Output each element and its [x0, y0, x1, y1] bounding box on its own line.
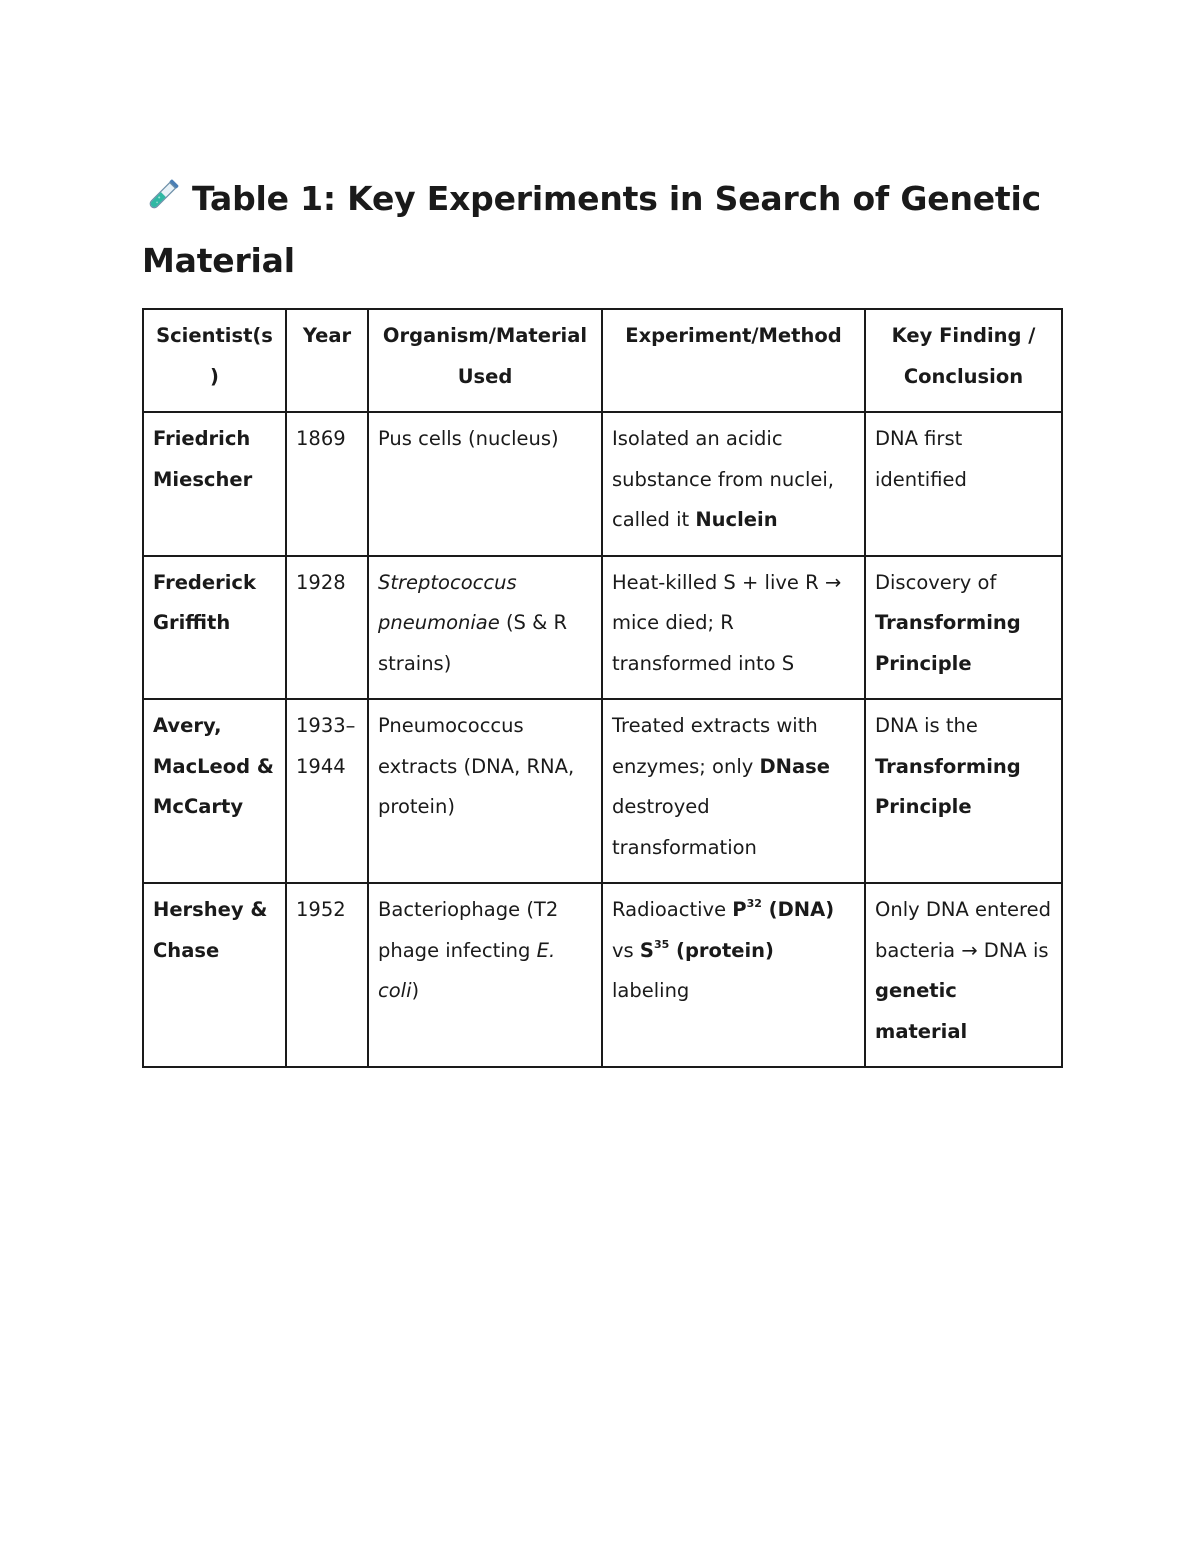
header-scientist: Scientist(s) — [143, 309, 286, 412]
method-text-end: destroyed transformation — [612, 795, 757, 859]
header-year: Year — [286, 309, 368, 412]
table-header-row — [143, 309, 1062, 412]
cell-year: 1952 — [286, 883, 368, 1067]
organism-text: Bacteriophage (T2 phage infecting — [378, 898, 559, 962]
page-title-text: Table 1: Key Experiments in Search of Genetic Material — [142, 179, 1041, 280]
finding-highlight: genetic material — [875, 979, 968, 1043]
isotope-p-target: (DNA) — [761, 898, 835, 921]
finding-text: DNA is the — [875, 714, 978, 737]
cell-organism — [368, 556, 602, 700]
method-vs: vs — [612, 938, 640, 962]
page-title — [142, 168, 1042, 292]
isotope-s-mass: 35 — [653, 937, 670, 951]
finding-text: Discovery of — [875, 570, 997, 594]
method-highlight: DNase — [759, 754, 830, 778]
method-text: Radioactive — [612, 898, 733, 921]
organism-species: E. coli — [378, 938, 556, 1002]
experiments-table — [142, 308, 1063, 1068]
isotope-p-mass: 32 — [746, 897, 762, 910]
organism-text-end: ) — [411, 979, 420, 1002]
cell-experiment — [602, 883, 865, 1067]
finding-highlight: Transforming Principle — [875, 611, 1021, 675]
cell-scientist: Frederick Griffith — [143, 556, 286, 700]
cell-year: 1933–1944 — [286, 699, 368, 883]
organism-species: Streptococcus pneumoniae — [378, 570, 517, 634]
cell-year: 1928 — [286, 556, 368, 700]
finding-highlight: Transforming Principle — [875, 754, 1021, 818]
header-organism: Organism/Material Used — [368, 309, 602, 412]
isotope-p-symbol: P — [732, 898, 747, 921]
cell-organism: Pneumococcus extracts (DNA, RNA, protein) — [368, 699, 602, 883]
cell-finding — [865, 556, 1062, 700]
method-highlight: Nuclein — [695, 508, 778, 531]
finding-text: Only DNA entered bacteria → DNA is — [875, 898, 1051, 962]
table-row — [143, 556, 1062, 700]
method-text: Treated extracts with enzymes; only — [612, 714, 818, 778]
header-finding: Key Finding / Conclusion — [865, 309, 1062, 412]
method-text: Isolated an acidic substance from nuclei, called it — [612, 427, 834, 531]
cell-finding — [865, 883, 1062, 1067]
cell-experiment — [602, 412, 865, 556]
cell-experiment: Heat-killed S + live R → mice died; R transformed into S — [602, 556, 865, 700]
header-experiment: Experiment/Method — [602, 309, 865, 412]
table-row — [143, 883, 1062, 1067]
cell-experiment — [602, 699, 865, 883]
isotope-p — [732, 898, 834, 921]
cell-scientist: Friedrich Miescher — [143, 412, 286, 556]
table-row — [143, 412, 1062, 556]
cell-organism: Pus cells (nucleus) — [368, 412, 602, 556]
test-tube-icon — [142, 176, 182, 216]
cell-finding — [865, 699, 1062, 883]
cell-scientist: Hershey & Chase — [143, 883, 286, 1067]
table-row — [143, 699, 1062, 883]
isotope-s-symbol: S — [639, 938, 654, 962]
organism-text: (S & R strains) — [378, 611, 568, 675]
cell-finding: DNA first identified — [865, 412, 1062, 556]
isotope-s — [640, 939, 774, 962]
cell-year: 1869 — [286, 412, 368, 556]
cell-scientist: Avery, MacLeod & McCarty — [143, 699, 286, 883]
isotope-s-target: (protein) — [669, 938, 774, 962]
cell-organism — [368, 883, 602, 1067]
method-text-end: labeling — [612, 979, 690, 1002]
